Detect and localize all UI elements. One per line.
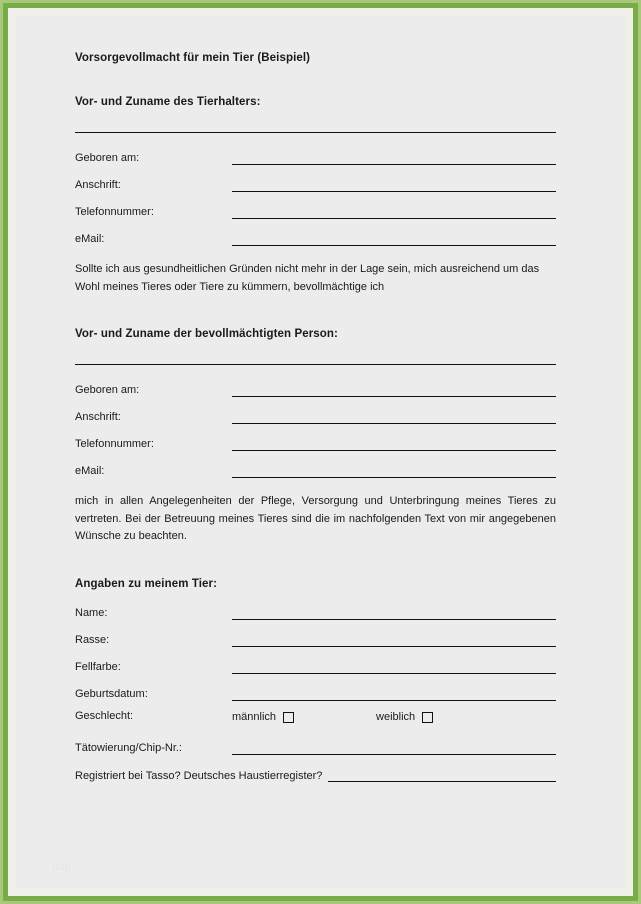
section-heading-agent: Vor- und Zuname der bevollmächtigten Person: (75, 328, 338, 340)
checkbox-male[interactable] (283, 712, 294, 723)
field-input-line[interactable] (232, 450, 556, 451)
field-row (75, 650, 556, 677)
gender-row (75, 704, 556, 731)
field-row (75, 427, 556, 454)
watermark-text: http (52, 859, 71, 873)
spacer (75, 249, 556, 261)
registry-row (75, 758, 556, 785)
field-input-line[interactable] (232, 673, 556, 674)
field-label: Anschrift: (75, 411, 121, 423)
spacer (75, 108, 556, 132)
section-heading-owner: Vor- und Zuname des Tierhalters: (75, 96, 261, 108)
field-row (75, 677, 556, 704)
field-row (75, 141, 556, 168)
field-input-line[interactable] (232, 218, 556, 219)
field-input-line[interactable] (232, 245, 556, 246)
field-row (75, 222, 556, 249)
gender-option-male[interactable] (232, 711, 294, 723)
spacer (75, 64, 556, 96)
field-row (75, 373, 556, 400)
field-row (75, 596, 556, 623)
field-row (75, 623, 556, 650)
field-label: Telefonnummer: (75, 438, 154, 450)
document-sheet (16, 16, 625, 888)
field-label: eMail: (75, 233, 105, 245)
spacer (75, 365, 556, 373)
field-input-line[interactable] (232, 700, 556, 701)
field-row (75, 454, 556, 481)
spacer (75, 546, 556, 578)
field-label: Name: (75, 606, 108, 619)
field-input-line[interactable] (232, 477, 556, 478)
field-label-chip: Tätowierung/Chip-Nr.: (75, 741, 182, 754)
field-input-line[interactable] (232, 423, 556, 424)
field-label-registry: Registriert bei Tasso? Deutsches Haustierregister? (75, 769, 323, 782)
field-label: Geburtsdatum: (75, 687, 148, 700)
field-input-line[interactable] (232, 646, 556, 647)
field-input-line[interactable] (232, 619, 556, 620)
gender-option-female-label: weiblich (376, 711, 416, 723)
field-label-gender: Geschlecht: (75, 709, 134, 722)
field-label: eMail: (75, 465, 105, 477)
field-row (75, 195, 556, 222)
field-row (75, 168, 556, 195)
field-label: Fellfarbe: (75, 660, 121, 673)
field-input-line[interactable] (232, 396, 556, 397)
field-label: Telefonnummer: (75, 206, 154, 218)
agent-paragraph: mich in allen Angelegenheiten der Pflege, Versorgung und Unterbringung meines Tieres zu vertreten. Bei der Betreuung meines Tieres sind die im nachfolgenden Text von mir angegebenen Wünsche zu beachten. (75, 495, 556, 542)
field-row (75, 400, 556, 427)
spacer (75, 340, 556, 364)
gender-option-male-label: männlich (232, 711, 277, 723)
page-title: Vorsorgevollmacht für mein Tier (Beispiel) (75, 52, 311, 64)
section-heading-animal: Angaben zu meinem Tier: (75, 577, 218, 590)
document-content (75, 52, 556, 785)
field-row (75, 731, 556, 758)
field-input-line[interactable] (232, 191, 556, 192)
gender-option-female[interactable] (376, 711, 433, 723)
field-input-line-chip[interactable] (232, 754, 556, 755)
owner-paragraph: Sollte ich aus gesundheitlichen Gründen nicht mehr in der Lage sein, mich ausreichend um das Wohl meines Tieres oder Tiere zu kümmern, bevollmächtige ich (75, 263, 540, 293)
checkbox-female[interactable] (422, 712, 433, 723)
field-label: Geboren am: (75, 384, 140, 396)
field-label: Geboren am: (75, 152, 140, 164)
spacer (75, 296, 556, 328)
field-label: Rasse: (75, 633, 110, 646)
field-input-line-registry[interactable] (328, 781, 556, 782)
spacer (75, 481, 556, 493)
field-label: Anschrift: (75, 179, 121, 191)
spacer (75, 133, 556, 141)
field-input-line[interactable] (232, 164, 556, 165)
